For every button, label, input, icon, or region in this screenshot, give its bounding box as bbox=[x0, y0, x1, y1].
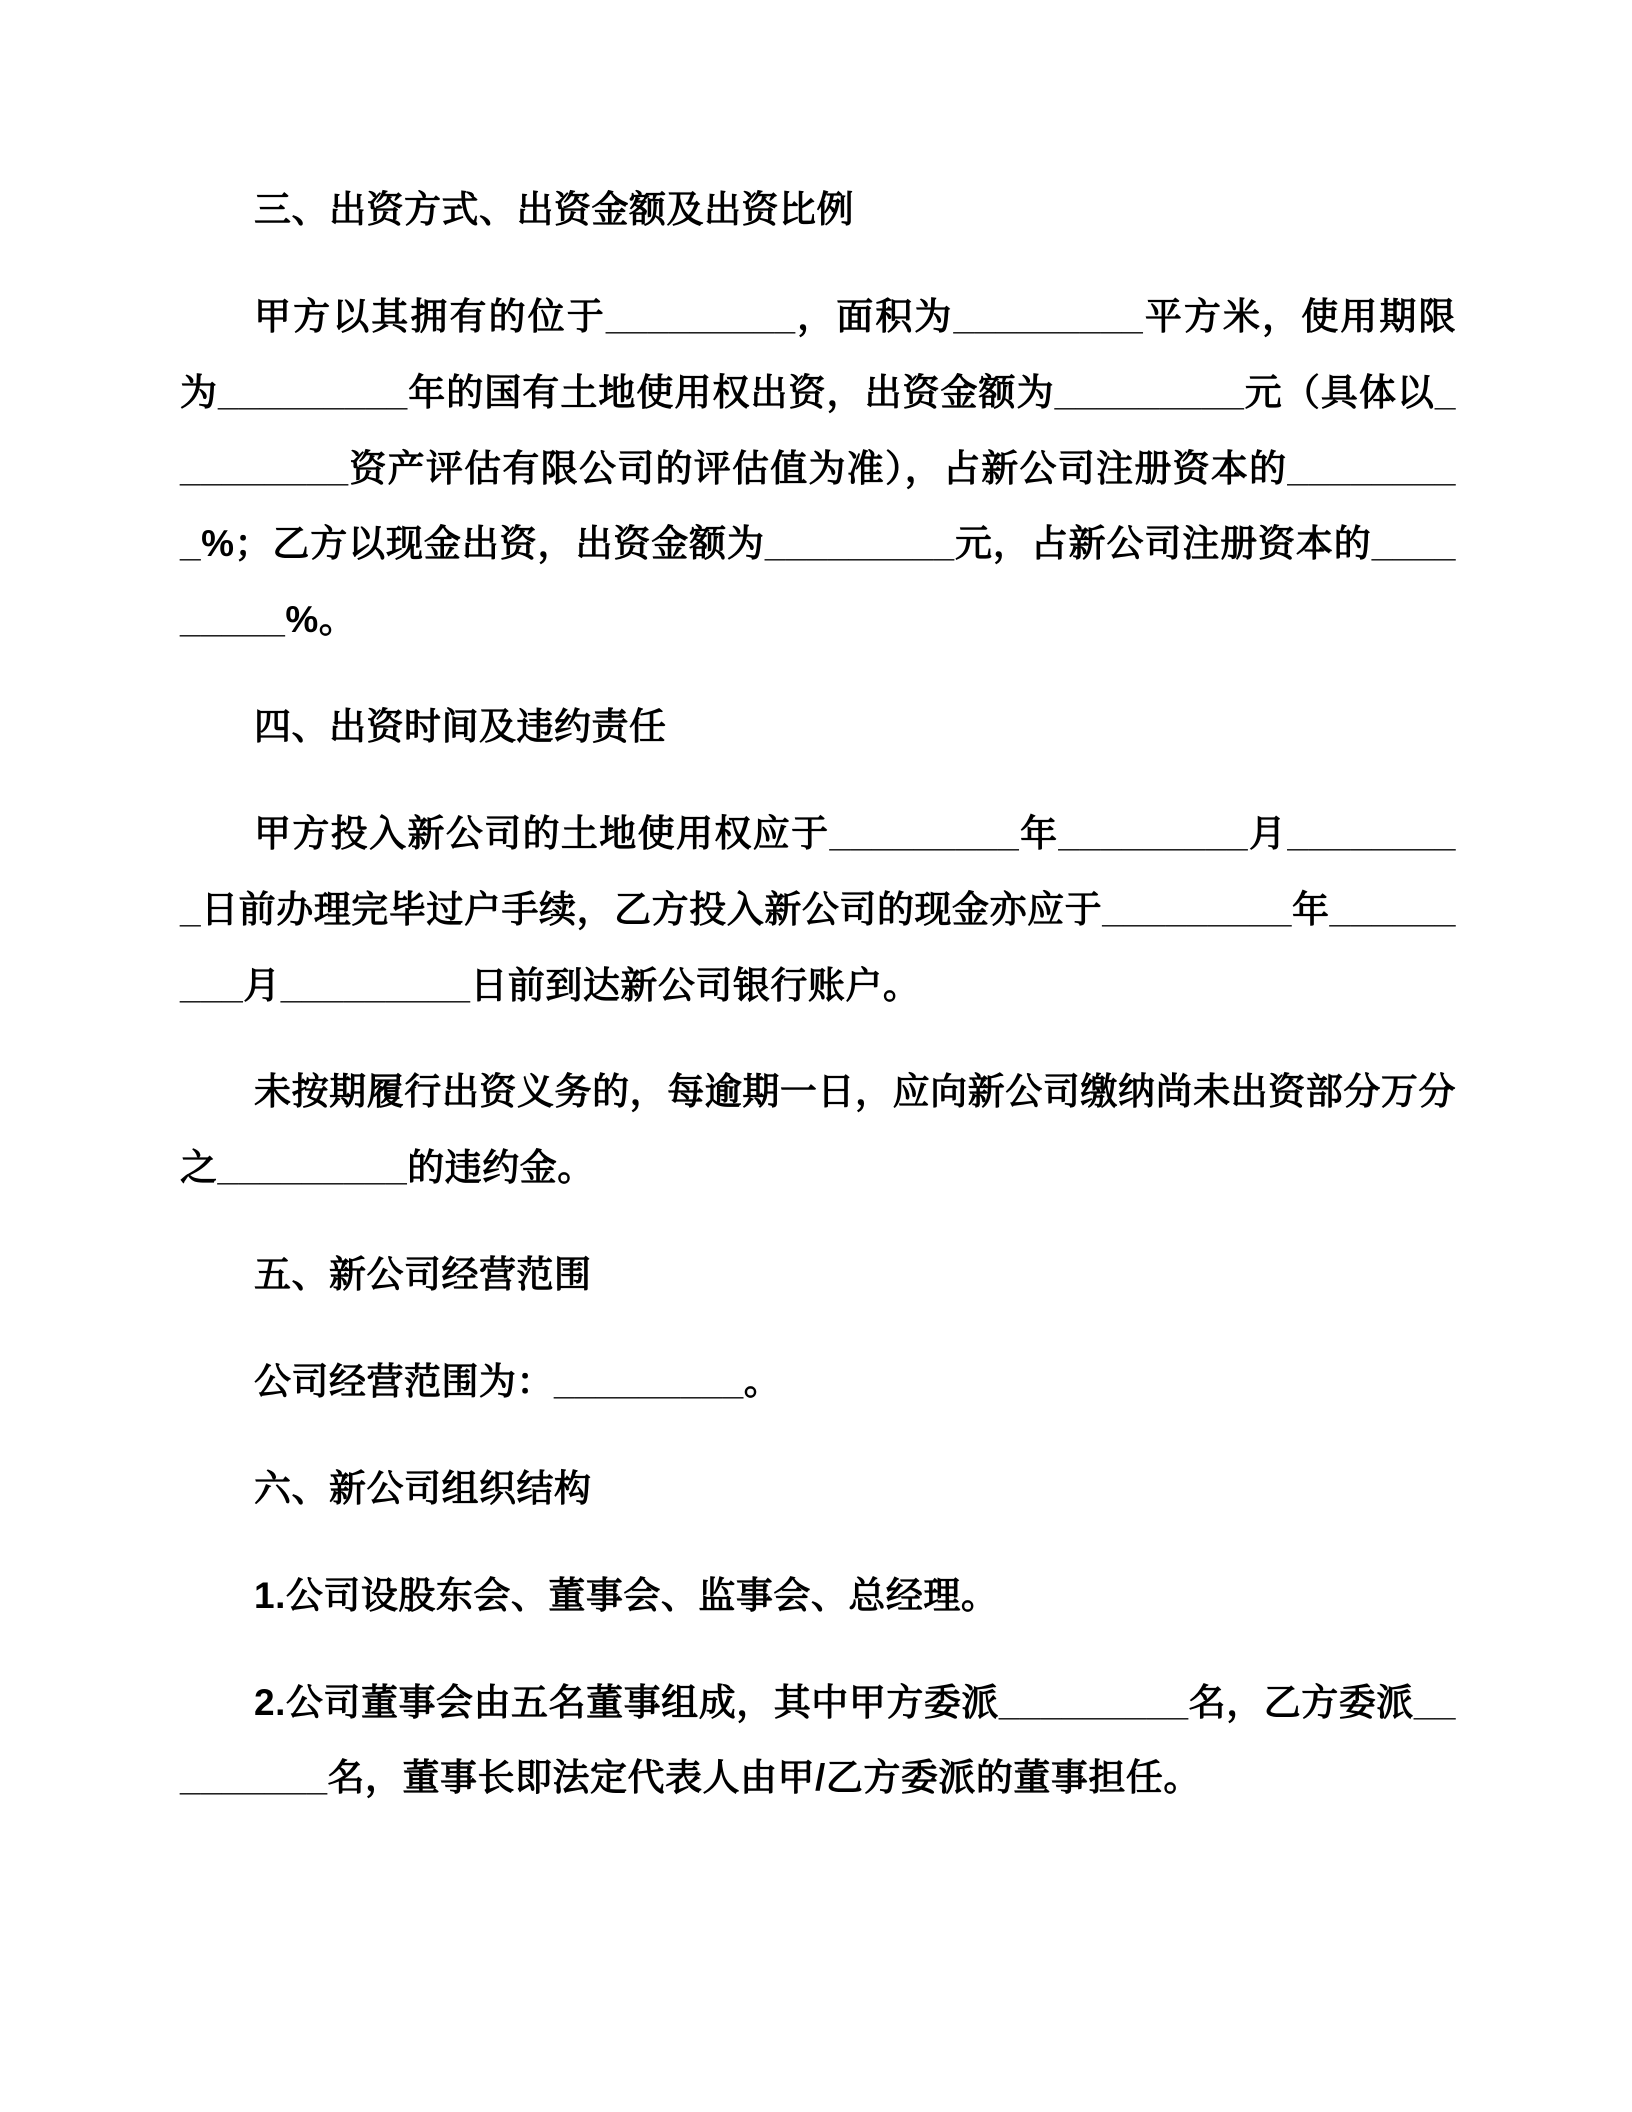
paragraph-org-bodies: 1.公司设股东会、董事会、监事会、总经理。 bbox=[254, 1574, 999, 1616]
paragraph-contribution-deadlines: 甲方投入新公司的土地使用权应于_________年_________月_________日前办理完毕过户手续，乙方投入新公司的现金亦应于_________年_________月_________日前到达新公司银行账户。 bbox=[180, 812, 1456, 1006]
section-heading-capital-contribution: 三、出资方式、出资金额及出资比例 bbox=[254, 189, 854, 230]
paragraph-capital-contribution-details: 甲方以其拥有的位于_________，面积为_________平方米，使用期限为_________年的国有土地使用权出资，出资金额为_________元（具体以_________资产评估有限公司的评估值为准），占新公司注册资本的_________%；乙方以现金出资，出资金额为_________元，占新公司注册资本的_________%。 bbox=[180, 295, 1456, 641]
section-heading-org-structure: 六、新公司组织结构 bbox=[254, 1467, 592, 1509]
paragraph-breach-penalty: 未按期履行出资义务的，每逾期一日，应向新公司缴纳尚未出资部分万分之_________的违约金。 bbox=[180, 1071, 1456, 1189]
section-heading-business-scope: 五、新公司经营范围 bbox=[254, 1254, 592, 1296]
paragraph-business-scope: 公司经营范围为：_________。 bbox=[254, 1360, 782, 1402]
paragraph-board-composition: 2.公司董事会由五名董事组成，其中甲方委派_________名，乙方委派_________名，董事长即法定代表人由甲/乙方委派的董事担任。 bbox=[180, 1681, 1456, 1799]
section-heading-contribution-time-liability: 四、出资时间及违约责任 bbox=[254, 706, 667, 748]
